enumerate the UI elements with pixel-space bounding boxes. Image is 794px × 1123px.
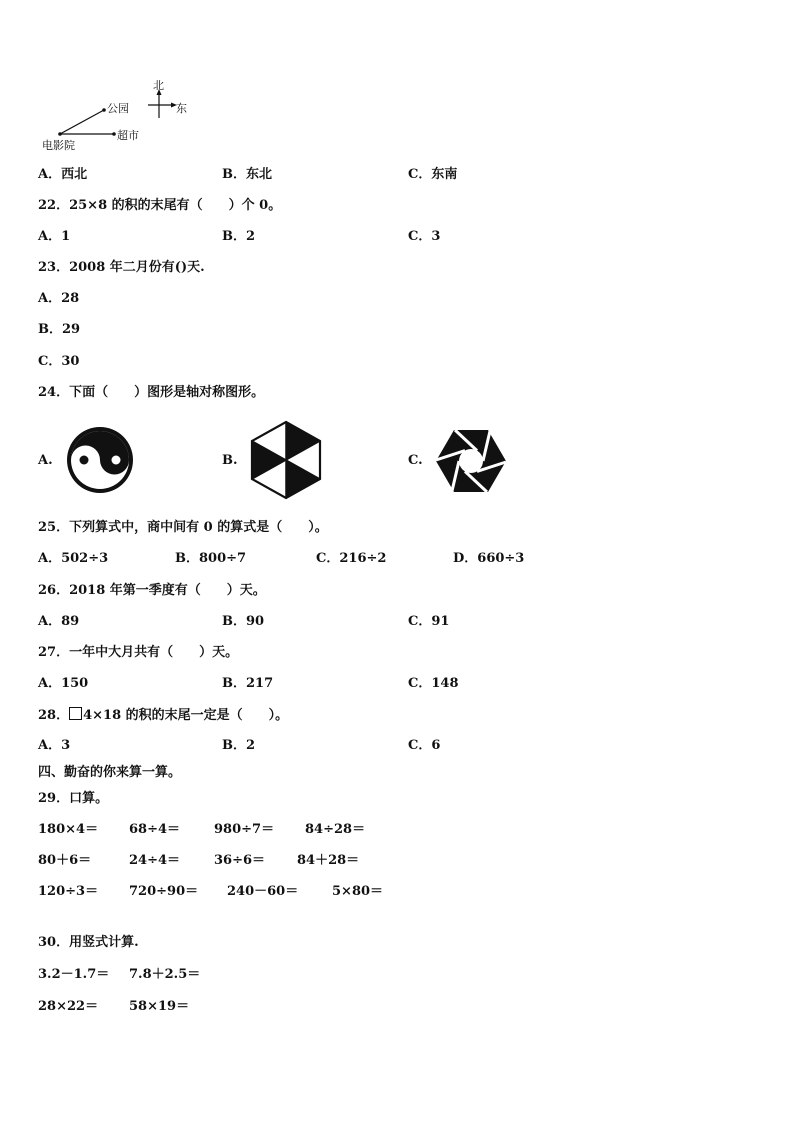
vertical-calc-item: 7.8＋2.5＝ [129, 967, 201, 982]
calc-item: 68÷4＝ [129, 822, 181, 837]
park-label: 公园 [107, 102, 129, 115]
hexagon-triangles-icon[interactable] [250, 420, 322, 500]
calc-item: 80＋6＝ [38, 853, 92, 868]
q25-option-c[interactable]: C．216÷2 [316, 551, 387, 566]
q26-option-a[interactable]: A．89 [38, 614, 80, 629]
calc-item: 180×4＝ [38, 822, 99, 837]
vertical-calc-item: 28×22＝ [38, 999, 99, 1014]
question-28 [38, 707, 288, 724]
blank-box [69, 707, 82, 720]
cinema-label: 电影院 [42, 139, 75, 152]
q27-option-a[interactable]: A．150 [38, 676, 89, 691]
q24-option-a[interactable]: A. [38, 453, 53, 468]
q23-option-b[interactable]: B．29 [38, 322, 81, 337]
q25-option-a[interactable]: A．502÷3 [38, 551, 109, 566]
q24-option-b[interactable]: B. [222, 453, 238, 468]
calc-item: 980÷7＝ [214, 822, 275, 837]
question-22: 22．25×8 的积的末尾有（ ）个 0。 [38, 198, 282, 213]
q27-option-c[interactable]: C．148 [408, 676, 459, 691]
q28-option-b[interactable]: B．2 [222, 738, 256, 753]
calc-item: 720÷90＝ [129, 884, 199, 899]
q26-option-b[interactable]: B．90 [222, 614, 265, 629]
q26-option-c[interactable]: C．91 [408, 614, 450, 629]
q21-option-a[interactable]: A．西北 [38, 167, 88, 182]
yin-yang-icon[interactable] [64, 424, 136, 496]
question-27: 27．一年中大月共有（ ）天。 [38, 645, 239, 660]
direction-diagram [40, 78, 200, 154]
calc-item: 120÷3＝ [38, 884, 99, 899]
calc-item: 84÷28＝ [305, 822, 366, 837]
shutter-icon[interactable] [434, 428, 508, 494]
supermarket-label: 超市 [117, 129, 139, 142]
q22-option-a[interactable]: A．1 [38, 229, 71, 244]
question-24: 24．下面（ ）图形是轴对称图形。 [38, 385, 265, 400]
question-28-text: 4×18 的积的末尾一定是（ ）。 [83, 708, 289, 723]
q23-option-a[interactable]: A．28 [38, 291, 80, 306]
question-23: 23．2008 年二月份有()天. [38, 260, 205, 275]
calc-item: 24÷4＝ [129, 853, 181, 868]
calc-item: 5×80＝ [332, 884, 384, 899]
q24-option-c[interactable]: C. [408, 453, 423, 468]
q22-option-b[interactable]: B．2 [222, 229, 256, 244]
north-label: 北 [153, 79, 164, 92]
question-26: 26．2018 年第一季度有（ ）天。 [38, 583, 266, 598]
calc-item: 240－60＝ [227, 884, 299, 899]
calc-item: 84＋28＝ [297, 853, 360, 868]
q21-option-c[interactable]: C．东南 [408, 167, 458, 182]
section-4-heading: 四、勤奋的你来算一算。 [38, 765, 182, 780]
calc-item: 36÷6＝ [214, 853, 266, 868]
q28-option-a[interactable]: A．3 [38, 738, 71, 753]
question-29: 29．口算。 [38, 791, 109, 806]
question-28-number: 28． [38, 708, 70, 723]
q23-option-c[interactable]: C．30 [38, 354, 80, 369]
q28-option-c[interactable]: C．6 [408, 738, 441, 753]
q22-option-c[interactable]: C．3 [408, 229, 441, 244]
question-30: 30．用竖式计算. [38, 935, 139, 950]
question-25: 25．下列算式中，商中间有 0 的算式是（ ）。 [38, 520, 328, 535]
q25-option-d[interactable]: D．660÷3 [453, 551, 525, 566]
q27-option-b[interactable]: B．217 [222, 676, 274, 691]
q25-option-b[interactable]: B．800÷7 [175, 551, 247, 566]
q21-option-b[interactable]: B．东北 [222, 167, 272, 182]
east-label: 东 [176, 102, 187, 115]
vertical-calc-item: 58×19＝ [129, 999, 190, 1014]
vertical-calc-item: 3.2－1.7＝ [38, 967, 110, 982]
